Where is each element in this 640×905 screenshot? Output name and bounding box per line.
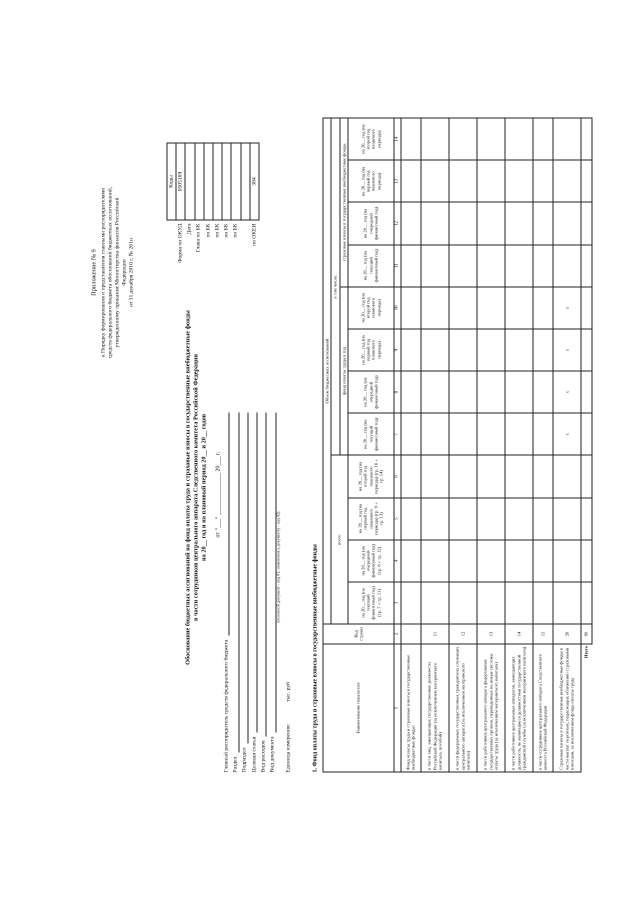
table-cell[interactable]	[401, 455, 421, 497]
table-cell[interactable]	[421, 118, 449, 160]
field-input-line[interactable]	[223, 413, 230, 636]
code-value: 384	[250, 143, 259, 220]
cross-mark: х	[553, 329, 581, 371]
field-label: Вид расходов	[260, 740, 267, 773]
code-label: по БК	[223, 223, 230, 238]
table-cell[interactable]	[553, 160, 581, 202]
code-value	[241, 143, 250, 220]
table-cell[interactable]	[505, 498, 533, 540]
code-value	[222, 143, 231, 220]
table-cell[interactable]	[401, 371, 421, 413]
col-number: 5	[394, 498, 401, 540]
total-label: Итого	[583, 646, 589, 659]
cross-mark: х	[553, 371, 581, 413]
col-header: на 20__ год (на первый год планового периода)	[348, 160, 394, 202]
row-code: 15	[533, 624, 553, 644]
group-including: в том числе:	[331, 118, 339, 455]
group-insurance: страховые взносы в государственные внебюджетные фонды	[340, 118, 348, 287]
table-cell[interactable]	[581, 118, 592, 160]
table-cell[interactable]	[533, 329, 553, 371]
table-body	[401, 118, 581, 772]
code-label: по БК	[205, 223, 212, 238]
main-table-wrap	[323, 118, 593, 773]
table-cell[interactable]	[421, 371, 449, 413]
field-label: Подраздел	[241, 747, 248, 773]
title-line: Обоснование бюджетных ассигнований на фонд оплаты труда и страховые взносы в государственные внебюджетные фонды	[184, 310, 192, 665]
table-cell[interactable]	[477, 455, 505, 497]
code-label	[241, 220, 250, 266]
table-cell[interactable]	[449, 160, 477, 202]
table-row	[553, 118, 581, 772]
field-row	[248, 413, 257, 773]
table-cell[interactable]	[581, 287, 592, 329]
col-number: 11	[394, 245, 401, 287]
table-cell[interactable]	[401, 582, 421, 624]
table-cell[interactable]	[505, 582, 533, 624]
table-cell[interactable]	[449, 329, 477, 371]
table-cell[interactable]	[449, 371, 477, 413]
table-cell[interactable]	[533, 118, 553, 160]
table-cell[interactable]	[401, 287, 421, 329]
row-name: в части работников центрального аппарата федеральных государственных органов, переведенных на новые системы оплаты труда (за исключением материнского капитала)	[477, 644, 505, 772]
table-cell[interactable]	[505, 413, 533, 455]
col-header: на 20__ год (на первый год планового периода)	[348, 329, 394, 371]
col-header: на 20__ год (на второй год планового периода)	[348, 287, 394, 329]
table-cell[interactable]	[581, 498, 592, 540]
table-cell[interactable]	[533, 582, 553, 624]
col-header: на 20__ год (на очередной финансовый год) (гр. 8 + гр. 12)	[348, 540, 394, 582]
col-number: 1	[394, 644, 401, 772]
table-cell[interactable]	[505, 371, 533, 413]
appendix-line: от 31 декабря 2010 г. № 261н	[128, 238, 135, 307]
field-row	[230, 413, 239, 773]
row-name: в части лиц, замещающих государственные должности Российской Федерации (за исключением материнского капитала, пособий)	[421, 644, 449, 772]
field-input-line[interactable]	[232, 413, 239, 753]
table-cell[interactable]	[477, 498, 505, 540]
table-cell[interactable]	[533, 540, 553, 582]
row-code	[401, 624, 421, 644]
table-cell[interactable]	[477, 329, 505, 371]
row-name: Страховые взносы в государственные внебюджетные фонды в части выплат персоналу, подлежащих обложению страховыми взносами, за исключением фонда оплаты труда	[553, 644, 581, 772]
table-cell[interactable]	[477, 371, 505, 413]
table-cell[interactable]	[401, 245, 421, 287]
table-cell[interactable]	[449, 455, 477, 497]
table-cell[interactable]	[421, 245, 449, 287]
table-cell[interactable]	[553, 202, 581, 244]
row-code: 14	[505, 624, 533, 644]
table-cell[interactable]	[477, 540, 505, 582]
col-number: 14	[394, 118, 401, 160]
field-input-line[interactable]	[241, 413, 248, 744]
table-cell[interactable]	[581, 160, 592, 202]
col-header-name: Наименование показателя	[323, 644, 394, 772]
table-cell[interactable]	[581, 455, 592, 497]
col-number: 3	[394, 582, 401, 624]
table-cell[interactable]	[533, 455, 553, 497]
table-cell[interactable]	[533, 287, 553, 329]
col-header: на 20__ год (на текущий финансовый год)	[348, 245, 394, 287]
appendix-line: утвержденному приказом Министерства финансов Российской	[114, 197, 121, 348]
table-cell[interactable]	[581, 371, 592, 413]
table-cell[interactable]	[533, 202, 553, 244]
field-label: Раздел	[232, 756, 239, 773]
table-cell[interactable]	[505, 245, 533, 287]
code-label: Дата	[186, 223, 193, 235]
table-cell[interactable]	[421, 498, 449, 540]
row-code: 20	[553, 624, 581, 644]
code-value: 0505169	[176, 143, 185, 220]
table-cell[interactable]	[401, 118, 421, 160]
code-value	[213, 143, 222, 220]
table-cell[interactable]	[477, 582, 505, 624]
table-cell[interactable]	[421, 287, 449, 329]
code-value	[185, 143, 194, 220]
field-label: Вид документа	[269, 736, 276, 773]
row-name: в части федеральных государственных гражданских служащих центрального аппарата (за исключением материнского капитала)	[449, 644, 477, 772]
table-cell[interactable]	[421, 540, 449, 582]
table-cell[interactable]	[477, 287, 505, 329]
col-header: на 20__ год (на текущий финансовый год) (гр. 7 + гр. 11)	[348, 582, 394, 624]
group-total: всего	[331, 455, 348, 624]
row-code: 13	[477, 624, 505, 644]
codes-header: Коды	[167, 143, 176, 220]
table-cell[interactable]	[533, 371, 553, 413]
appendix-number: Приложение № 9	[90, 249, 98, 296]
field-label: Целевая статья	[251, 736, 258, 773]
col-number: 12	[394, 202, 401, 244]
row-code: 12	[449, 624, 477, 644]
table-cell[interactable]	[477, 160, 505, 202]
table-cell[interactable]	[581, 245, 592, 287]
table-cell[interactable]	[449, 287, 477, 329]
table-cell[interactable]	[449, 540, 477, 582]
code-label: по БК	[232, 223, 239, 238]
table-cell[interactable]	[553, 582, 581, 624]
table-cell[interactable]	[553, 498, 581, 540]
table-cell[interactable]	[505, 160, 533, 202]
table-cell[interactable]	[401, 498, 421, 540]
document-date: от "___" ______________ 20___ г.	[215, 451, 222, 538]
table-cell[interactable]	[533, 160, 553, 202]
table-cell[interactable]	[421, 455, 449, 497]
table-cell[interactable]	[421, 413, 449, 455]
code-label: по БК	[214, 223, 221, 238]
code-label: Глава по БК	[195, 223, 202, 253]
table-cell[interactable]	[553, 455, 581, 497]
table-cell[interactable]	[581, 413, 592, 455]
title-line: на 20__ год и на плановый период 20__ и 20__ годов	[200, 414, 208, 562]
table-cell[interactable]	[401, 202, 421, 244]
table-cell[interactable]	[401, 413, 421, 455]
row-name: в части сотрудников центрального аппарата Следственного комитета Российской Федерации	[533, 644, 553, 772]
code-label: Форма по ОКУД	[177, 223, 184, 263]
table-cell[interactable]	[553, 118, 581, 160]
code-value	[195, 143, 204, 220]
title-line: в части сотрудников центрального аппарата Следственного комитета Российской Федерации	[192, 354, 200, 621]
code-value	[231, 143, 240, 220]
table-cell[interactable]	[581, 540, 592, 582]
table-cell[interactable]	[421, 160, 449, 202]
field-row	[239, 413, 248, 773]
table-cell[interactable]	[505, 455, 533, 497]
table-cell[interactable]	[505, 540, 533, 582]
table-cell[interactable]	[477, 118, 505, 160]
col-header: на 20__ год (на второй год планового периода)	[348, 118, 394, 160]
row-name: в части работников центральных аппаратов, замещающих должности, не являющиеся должностями государственной гражданской службы (за исключением материнского капитала)	[505, 644, 533, 772]
col-number: 9	[394, 329, 401, 371]
table-cell[interactable]	[553, 245, 581, 287]
table-row	[533, 118, 553, 772]
appendix-line: к Порядку формирования и представления главными распорядителями	[100, 187, 107, 358]
document-title	[185, 303, 210, 673]
group-wage: фонд оплаты труда в год	[340, 287, 348, 456]
table-cell[interactable]	[533, 245, 553, 287]
document-page	[73, 103, 589, 803]
table-row	[421, 118, 449, 772]
table-cell[interactable]	[449, 118, 477, 160]
table-cell[interactable]	[533, 498, 553, 540]
table-cell[interactable]	[449, 498, 477, 540]
code-label: по ОКЕИ	[251, 223, 258, 246]
col-header: на 20__ год (на очередной финансовый год)	[348, 371, 394, 413]
header-fields	[221, 413, 292, 773]
doc-note: (основной документ - код 01; изменения к документу - код 02)	[275, 511, 281, 623]
appendix-line: средств федерального бюджета обоснований бюджетных ассигнований,	[107, 186, 114, 359]
table-cell[interactable]	[401, 329, 421, 371]
col-header-code: Код строки	[323, 624, 394, 644]
col-number: 2	[394, 624, 401, 644]
field-row	[221, 413, 230, 773]
field-label: Главный распорядитель средств федерального бюджета	[223, 639, 230, 773]
col-header: на 20__ год (на текущий финансовый год)	[348, 413, 394, 455]
col-number: 7	[394, 413, 401, 455]
field-row	[258, 413, 267, 773]
col-number: 6	[394, 455, 401, 497]
total-row	[581, 118, 592, 772]
appendix-header	[91, 123, 136, 423]
col-number: 10	[394, 287, 401, 329]
col-number: 13	[394, 160, 401, 202]
field-input-line[interactable]	[251, 413, 258, 733]
row-name: Фонд оплаты труда и страховые взносы в государственные внебюджетные фонды:	[401, 644, 421, 772]
table-row	[477, 118, 505, 772]
cross-mark: х	[553, 287, 581, 329]
table-cell[interactable]	[401, 540, 421, 582]
table-cell[interactable]	[421, 582, 449, 624]
code-value	[204, 143, 213, 220]
table-cell[interactable]	[421, 202, 449, 244]
table-cell[interactable]	[505, 202, 533, 244]
table-cell[interactable]	[533, 413, 553, 455]
table-cell[interactable]	[553, 540, 581, 582]
appendix-line: Федерации	[121, 259, 128, 286]
column-number-row	[394, 118, 401, 772]
table-cell[interactable]	[581, 582, 592, 624]
total-code: 90	[581, 624, 592, 644]
table-cell[interactable]	[505, 287, 533, 329]
col-header: на 20__ год (на первый год планового периода) (гр. 9 + гр. 13)	[348, 498, 394, 540]
table-cell[interactable]	[581, 202, 592, 244]
codes-box	[167, 143, 260, 383]
table-row	[449, 118, 477, 772]
section-title: 1. Фонд оплаты труда и страховые взносы в государственные внебюджетные фонды	[312, 544, 319, 773]
table-cell[interactable]	[505, 329, 533, 371]
col-number: 4	[394, 540, 401, 582]
table-cell[interactable]	[421, 329, 449, 371]
cross-mark: х	[553, 413, 581, 455]
table-cell[interactable]	[477, 413, 505, 455]
table-cell[interactable]	[449, 202, 477, 244]
units-value: тыс. руб	[285, 682, 292, 702]
allocations-table	[323, 118, 593, 773]
field-input-line[interactable]	[260, 413, 267, 737]
table-cell[interactable]	[401, 160, 421, 202]
table-cell[interactable]	[581, 329, 592, 371]
units-label: Единица измерения:	[285, 723, 292, 773]
col-number: 8	[394, 371, 401, 413]
row-code: 11	[421, 624, 449, 644]
table-cell[interactable]	[505, 118, 533, 160]
col-header: на 20__ год (на очередной финансовый год)	[348, 202, 394, 244]
table-row	[505, 118, 533, 772]
table-cell[interactable]	[477, 202, 505, 244]
units-row	[282, 413, 291, 773]
table-cell[interactable]	[449, 413, 477, 455]
table-cell[interactable]	[477, 245, 505, 287]
group-volume: Объем бюджетных ассигнований	[323, 118, 331, 624]
table-cell[interactable]	[449, 582, 477, 624]
table-cell[interactable]	[449, 245, 477, 287]
table-row	[401, 118, 421, 772]
col-header: на 20__ год (на второй год планового периода) (гр. 10 + гр. 14)	[348, 455, 394, 497]
